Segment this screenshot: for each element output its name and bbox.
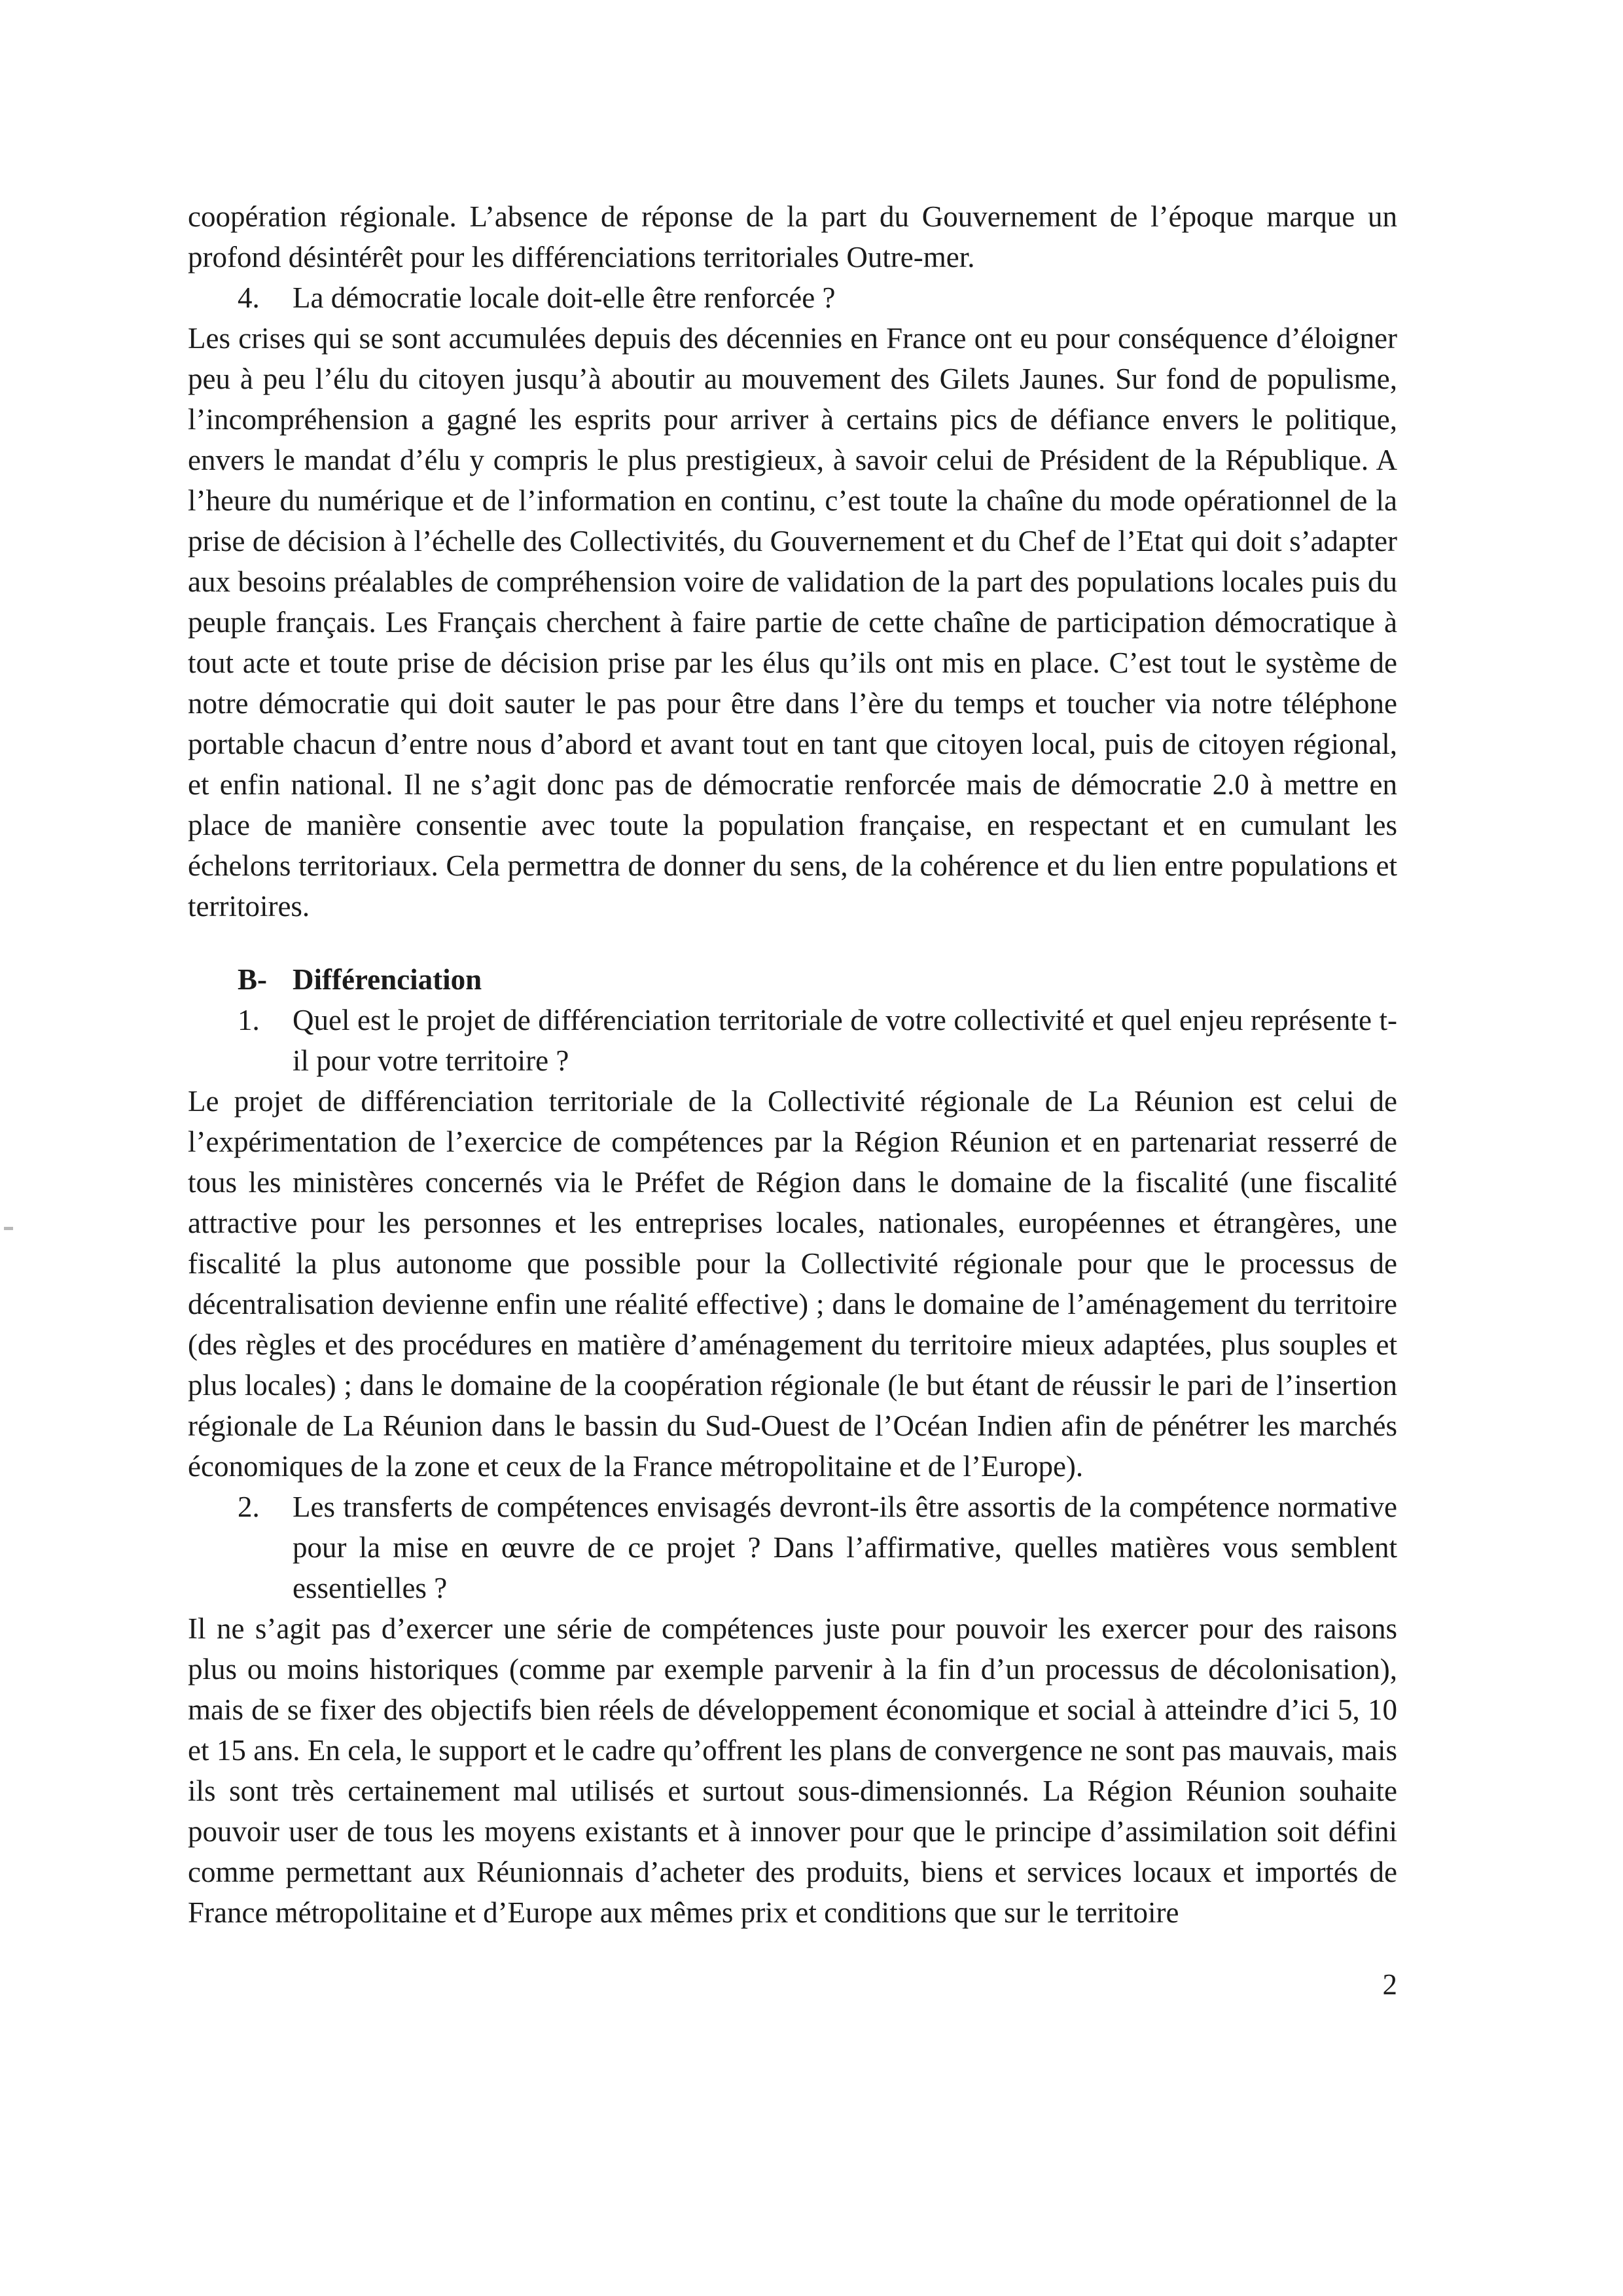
scan-artifact-mark [4,1227,13,1230]
page-number: 2 [1382,1968,1397,2001]
section-b-label: B- [238,963,267,996]
question-1-number: 1. [238,1004,260,1036]
question-4 [188,277,1397,318]
paragraph-intro: coopération régionale. L’absence de réponse de la part du Gouvernement de l’époque marque un profond désintérêt pour les différenciations territoriales Outre-mer. [188,200,1397,274]
question-2 [188,1487,1397,1608]
question-1-text: Quel est le projet de différenciation territoriale de votre collectivité et quel enjeu représente t-il pour votre territoire ? [293,1004,1397,1077]
paragraph-question-2-answer: Il ne s’agit pas d’exercer une série de compétences juste pour pouvoir les exercer pour des raisons plus ou moins historiques (comme par exemple parvenir à la fin d’un processus de décolonisation), mais de se fixer des objectifs bien réels de développement économique et social à atteindre d’ici 5, 10 et 15 ans. En cela, le support et le cadre qu’offrent les plans de convergence ne sont pas mauvais, mais ils sont très certainement mal utilisés et surtout sous-dimensionnés. La Région Réunion souhaite pouvoir user de tous les moyens existants et à innover pour que le principe d’assimilation soit défini comme permettant aux Réunionnais d’acheter des produits, biens et services locaux et importés de France métropolitaine et d’Europe aux mêmes prix et conditions que sur le territoire [188,1612,1397,1929]
paragraph-question-1-answer: Le projet de différenciation territoriale de la Collectivité régionale de La Réunion est celui de l’expérimentation de l’exercice de compétences par la Région Réunion et en partenariat resserré de tous les ministères concernés via le Préfet de Région dans le domaine de la fiscalité (une fiscalité attractive pour les personnes et les entreprises locales, nationales, européennes et étrangères, une fiscalité la plus autonome que possible pour la Collectivité régionale pour que le processus de décentralisation devienne enfin une réalité effective) ; dans le domaine de l’aménagement du territoire (des règles et des procédures en matière d’aménagement du territoire mieux adaptées, plus souples et plus locales) ; dans le domaine de la coopération régionale (le but étant de réussir le pari de l’insertion régionale de La Réunion dans le bassin du Sud-Ouest de l’Océan Indien afin de pénétrer les marchés économiques de la zone et ceux de la France métropolitaine et de l’Europe). [188,1085,1397,1483]
section-b-heading [188,959,1397,1000]
question-1 [188,1000,1397,1081]
question-4-number: 4. [238,281,260,314]
question-2-number: 2. [238,1491,260,1523]
question-4-text: La démocratie locale doit-elle être renforcée ? [293,281,836,314]
paragraph-question-4-answer: Les crises qui se sont accumulées depuis des décennies en France ont eu pour conséquence d’éloigner peu à peu l’élu du citoyen jusqu’à aboutir au mouvement des Gilets Jaunes. Sur fond de populisme, l’incompréhension a gagné les esprits pour arriver à certains pics de défiance envers le politique, envers le mandat d’élu y compris le plus prestigieux, à savoir celui de Président de la République. A l’heure du numérique et de l’information en continu, c’est toute la chaîne du mode opérationnel de la prise de décision à l’échelle des Collectivités, du Gouvernement et du Chef de l’Etat qui doit s’adapter aux besoins préalables de compréhension voire de validation de la part des populations locales puis du peuple français. Les Français cherchent à faire partie de cette chaîne de participation démocratique à tout acte et toute prise de décision prise par les élus qu’ils ont mis en place. C’est tout le système de notre démocratie qui doit sauter le pas pour être dans l’ère du temps et toucher via notre téléphone portable chacun d’entre nous d’abord et avant tout en tant que citoyen local, puis de citoyen régional, et enfin national. Il ne s’agit donc pas de démocratie renforcée mais de démocratie 2.0 à mettre en place de manière consentie avec toute la population française, en respectant et en cumulant les échelons territoriaux. Cela permettra de donner du sens, de la cohérence et du lien entre populations et territoires. [188,322,1397,923]
page-content [188,196,1397,2005]
section-b-title: Différenciation [293,963,482,996]
question-2-text: Les transferts de compétences envisagés devront-ils être assortis de la compétence normative pour la mise en œuvre de ce projet ? Dans l’affirmative, quelles matières vous semblent essentielles ? [293,1491,1397,1604]
